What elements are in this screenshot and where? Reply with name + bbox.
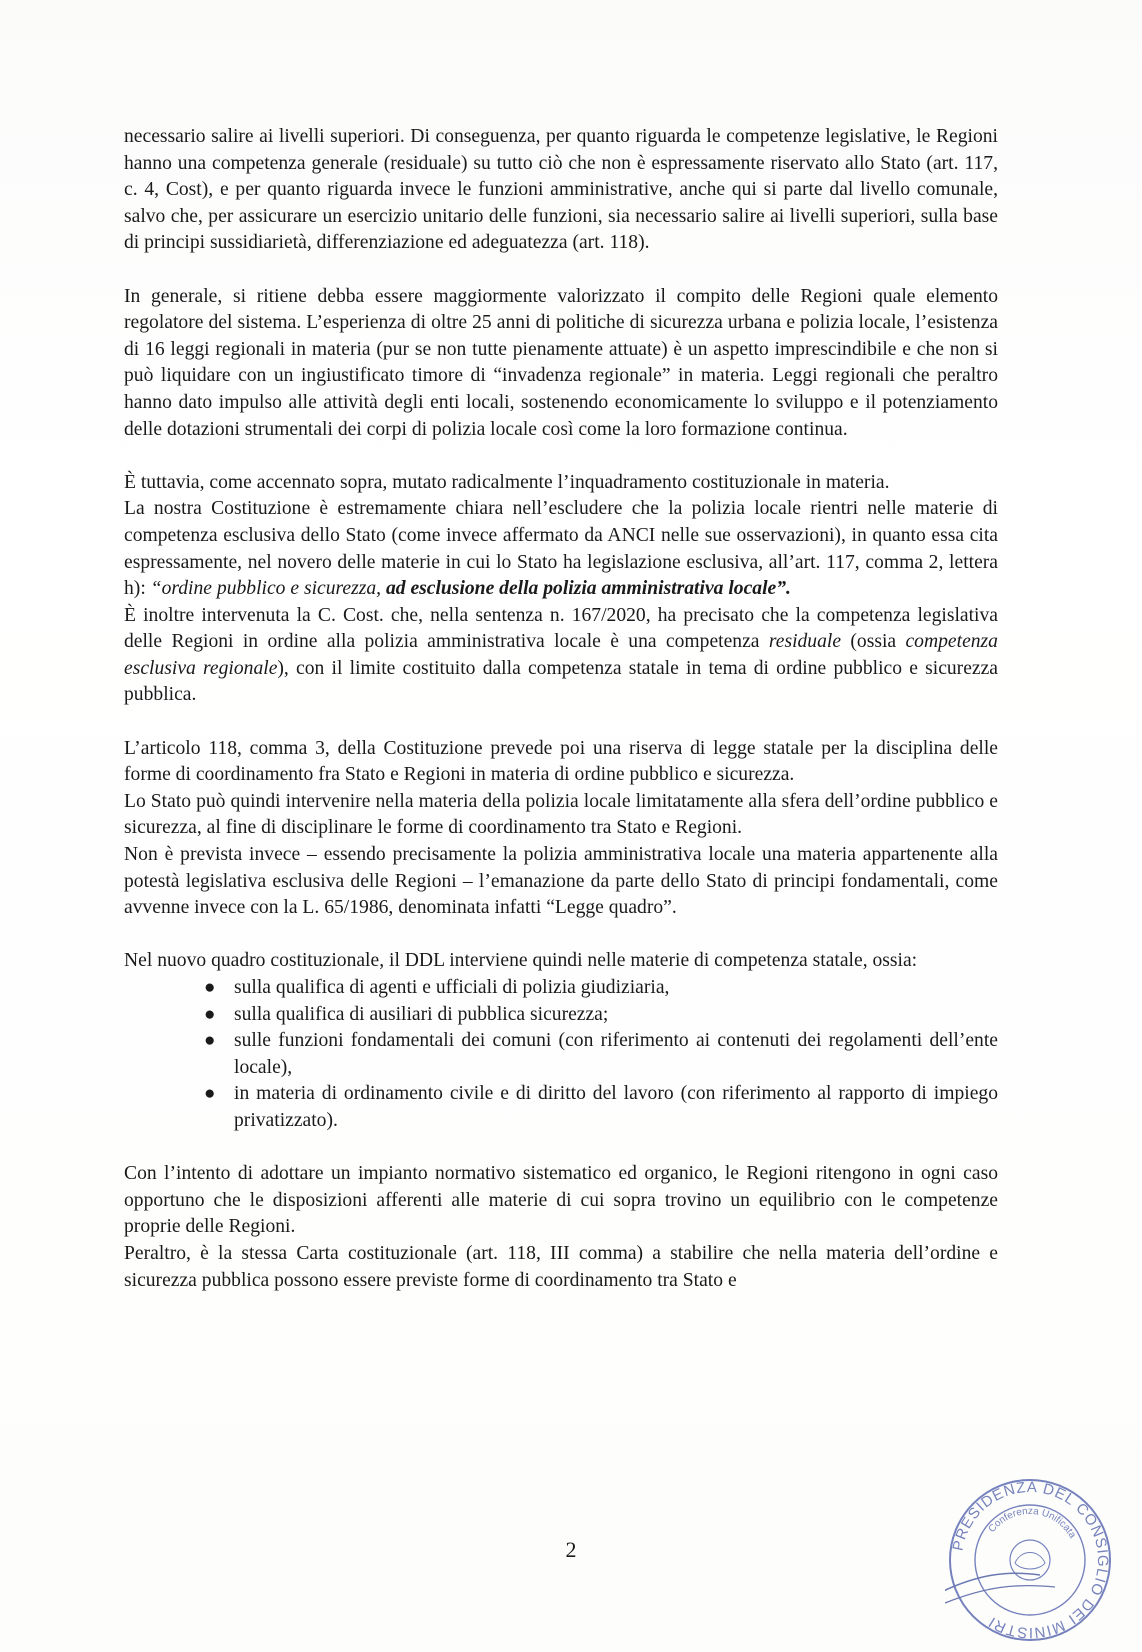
competenza-esclusiva-italic: competenza esclusiva regionale	[124, 631, 998, 679]
paragraph-1: necessario salire ai livelli superiori. Di conseguenza, per quanto riguarda le competenze legislative, le Regioni hanno una competenza generale (residuale) su tutto ciò che non è espressamente riservato allo Stato (art. 117, c. 4, Cost), e per quanto riguarda invece le funzioni amministrative, anche qui si parte dal livello comunale, salvo che, per assicurare un esercizio unitario delle funzioni, sia necessario salire ai livelli superiori, sulla base di principi sussidiarietà, differenziazione ed adeguatezza (art. 118).	[124, 126, 998, 254]
paragraph-5-mid: (ossia	[841, 631, 906, 653]
paragraph-10: Con l’intento di adottare un impianto normativo sistematico ed organico, le Regioni ritengono in ogni caso opportuno che le disposizioni afferenti alle materie di cui sopra trovino un equilibrio con le competenze proprie delle Regioni.	[124, 1163, 998, 1238]
paragraph-6: L’articolo 118, comma 3, della Costituzione prevede poi una riserva di legge statale per la disciplina delle forme di coordinamento fra Stato e Regioni in materia di ordine pubblico e sicurezza.	[124, 737, 998, 786]
paragraph-2: In generale, si ritiene debba essere maggiormente valorizzato il compito delle Regioni quale elemento regolatore del sistema. L’esperienza di oltre 25 anni di politiche di sicurezza urbana e polizia locale, l’esistenza di 16 leggi regionali in materia (pur se non tutte pienamente attuate) è un aspetto imprescindibile e che non si può liquidare con un ingiustificato timore di “invadenza regionale” in materia. Leggi regionali che peraltro hanno dato impulso alle attività degli enti locali, sostenendo economicamente lo sviluppo e il potenziamento delle dotazioni strumentali dei corpi di polizia locale così come la loro formazione continua.	[124, 285, 998, 440]
paragraph-7: Lo Stato può quindi intervenire nella materia della polizia locale limitatamente alla sfera dell’ordine pubblico e sicurezza, al fine di disciplinare le forme di coordinamento tra Stato e Regioni.	[124, 790, 998, 839]
stamp-outer-text: PRESIDENZA DEL CONSIGLIO DEI MINISTRI	[949, 1478, 1112, 1642]
quote-italic: “ordine pubblico e sicurezza,	[150, 578, 386, 600]
residuale-italic: residuale	[768, 631, 842, 653]
list-item: ● sulle funzioni fondamentali dei comuni (con riferimento ai contenuti dei regolamenti dell’ente locale),	[204, 1030, 998, 1078]
bullet-list	[124, 975, 998, 1135]
page-number: 2	[565, 1537, 577, 1562]
quote-bold-italic: ad esclusione della polizia amministrativa locale”.	[385, 578, 791, 600]
bullet-icon: ●	[204, 1030, 216, 1052]
document-body	[124, 124, 998, 1294]
list-item: ● in materia di ordinamento civile e di diritto del lavoro (con riferimento al rapporto di impiego privatizzato).	[204, 1083, 998, 1131]
list-item: ● sulla qualifica di agenti e ufficiali di polizia giudiziaria,	[234, 975, 998, 1002]
paragraph-5-end: ), con il limite costituito dalla competenza statale in tema di ordine pubblico e sicurezza pubblica.	[124, 657, 998, 706]
list-item: ● sulla qualifica di ausiliari di pubblica sicurezza;	[234, 1002, 998, 1029]
paragraph-8: Non è prevista invece – essendo precisamente la polizia amministrativa locale una materia appartenente alla potestà legislativa esclusiva delle Regioni – l’emanazione da parte dello Stato di principi fondamentali, come avvenne invece con la L. 65/1986, denominata infatti “Legge quadro”.	[124, 844, 998, 919]
bullet-icon: ●	[204, 1083, 216, 1105]
official-stamp-icon	[945, 1475, 1115, 1645]
paragraph-11: Peraltro, è la stessa Carta costituzionale (art. 118, III comma) a stabilire che nella materia dell’ordine e sicurezza pubblica possono essere previste forme di coordinamento tra Stato e	[124, 1242, 998, 1291]
paragraph-4	[124, 496, 998, 602]
paragraph-4-text: La nostra Costituzione è estremamente chiara nell’escludere che la polizia locale rientri nelle materie di competenza esclusiva dello Stato (come invece affermato da ANCI nelle sue osservazioni), in quanto essa cita espressamente, nel novero delle materie in cui lo Stato ha legislazione esclusiva, all’art. 117, comma 2, lettera h):	[124, 498, 998, 600]
bullet-icon: ●	[204, 1003, 216, 1025]
paragraph-5	[124, 603, 998, 709]
stamp-inner-text: Conferenza Unificata	[986, 1505, 1078, 1541]
svg-text:Conferenza Unificata	[987, 1506, 1078, 1541]
paragraph-3: È tuttavia, come accennato sopra, mutato radicalmente l’inquadramento costituzionale in materia.	[124, 471, 890, 493]
bullet-icon: ●	[204, 977, 216, 998]
paragraph-5-text: È inoltre intervenuta la C. Cost. che, nella sentenza n. 167/2020, ha precisato che la competenza legislativa delle Regioni in ordine alla polizia amministrativa locale è una competenza	[124, 604, 998, 653]
paragraph-9: Nel nuovo quadro costituzionale, il DDL interviene quindi nelle materie di competenza statale, ossia:	[124, 950, 918, 972]
